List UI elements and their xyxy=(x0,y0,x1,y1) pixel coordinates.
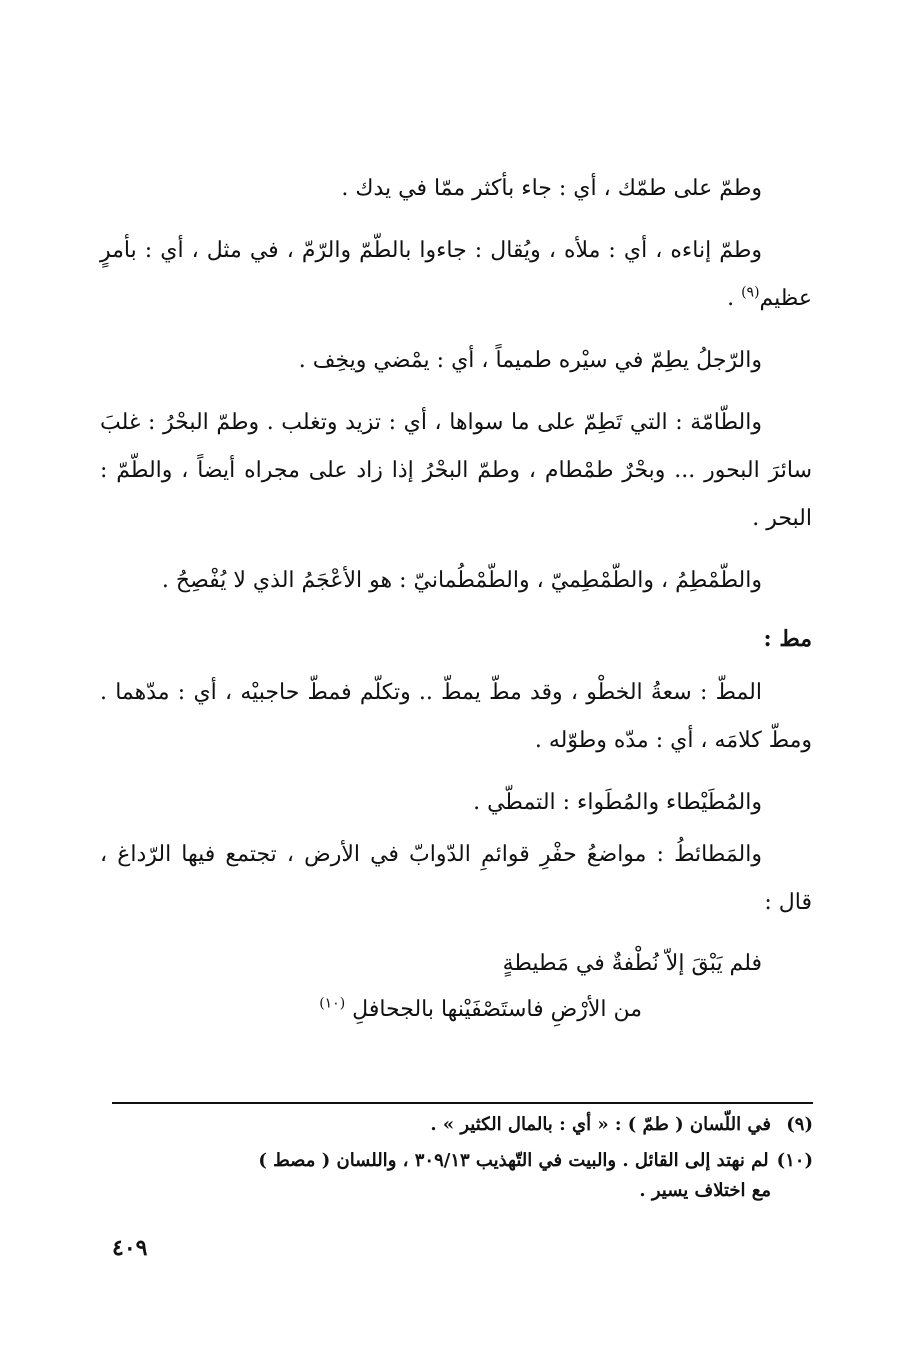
paragraph-2-text: وطمّ إناءه ، أي : ملأه ، ويُقال : جاءوا بالطّمّ والرّمّ ، في مثل ، أي : بأمرٍ عظيم xyxy=(100,238,812,311)
footnote-9 xyxy=(112,1110,813,1140)
paragraph-1-text: وطمّ على طمّك ، أي : جاء بأكثر ممّا في يدك . xyxy=(341,176,762,201)
paragraph-5-text: والطّمْطِمُ ، والطّمْطِميّ ، والطّمْطُمانيّ : هو الأعْجَمُ الذي لا يُفْصِحُ . xyxy=(161,568,762,593)
paragraph-8-text: والمَطائطُ : مواضعُ حفْرِ قوائمِ الدّوابّ في الأرض ، تجتمع فيها الرّداغ ، قال : xyxy=(100,842,812,915)
section-heading: مط : xyxy=(763,626,812,652)
page-number: ٤٠٩ xyxy=(112,1235,148,1261)
paragraph-7-text: والمُطَيْطاء والمُطَواء : التمطّي . xyxy=(473,790,762,815)
paragraph-1 xyxy=(100,165,812,213)
paragraph-2-tail: . xyxy=(727,286,742,311)
main-text xyxy=(100,165,812,1033)
verse-second-hemistich xyxy=(100,987,812,1033)
paragraph-8 xyxy=(100,831,812,927)
footnote-10 xyxy=(112,1146,813,1206)
footnote-number: (٩) xyxy=(786,1114,813,1135)
footnote-ref-9[interactable]: (٩) xyxy=(741,284,760,301)
footnote-text: لم نهتد إلى القائل . والبيت في التّهذيب ٣٠٩/١٣ ، واللسان ( مصط ) xyxy=(258,1150,769,1171)
paragraph-7 xyxy=(100,779,812,827)
footnote-continuation: مع اختلاف يسير . xyxy=(639,1180,771,1201)
footnote-divider xyxy=(112,1102,813,1104)
paragraph-6-text: المطّ : سعةُ الخطْو ، وقد مطّ يمطّ .. وتكلّم فمطّ حاجبيْه ، أي : مدّهما . ومطّ كلامَه ، أي : مدّه وطوّله . xyxy=(100,680,812,753)
footnote-ref-10[interactable]: (١٠) xyxy=(319,995,346,1012)
footnote-text: في اللّسان ( طمّ ) : « أي : بالمال الكثير » . xyxy=(430,1114,771,1135)
footnotes xyxy=(112,1110,813,1212)
poetry-verse xyxy=(100,941,812,1033)
paragraph-2 xyxy=(100,227,812,323)
footnote-number: (١٠) xyxy=(776,1150,813,1171)
paragraph-6 xyxy=(100,669,812,765)
verse-first-hemistich: فلم يَبْقَ إلاّ نُطْفةٌ في مَطيطةٍ xyxy=(502,951,762,976)
paragraph-5 xyxy=(100,557,812,605)
paragraph-4-text: والطّامّة : التي تَطِمّ على ما سواها ، أي : تزيد وتغلب . وطمّ البحْرُ : غلبَ سائرَ البحور ... وبحْرٌ طمْطام ، وطمّ البحْرُ إذا زاد على مجراه أيضاً ، والطّمّ : البحر . xyxy=(100,410,812,531)
paragraph-3-text: والرّجلُ يطِمّ في سيْره طميماً ، أي : يمْضي ويخِف . xyxy=(298,348,762,373)
paragraph-3 xyxy=(100,337,812,385)
verse-second-text: من الأرْضِ فاستَصْفَيْنها بالجحافلِ xyxy=(352,997,642,1022)
paragraph-4 xyxy=(100,399,812,543)
